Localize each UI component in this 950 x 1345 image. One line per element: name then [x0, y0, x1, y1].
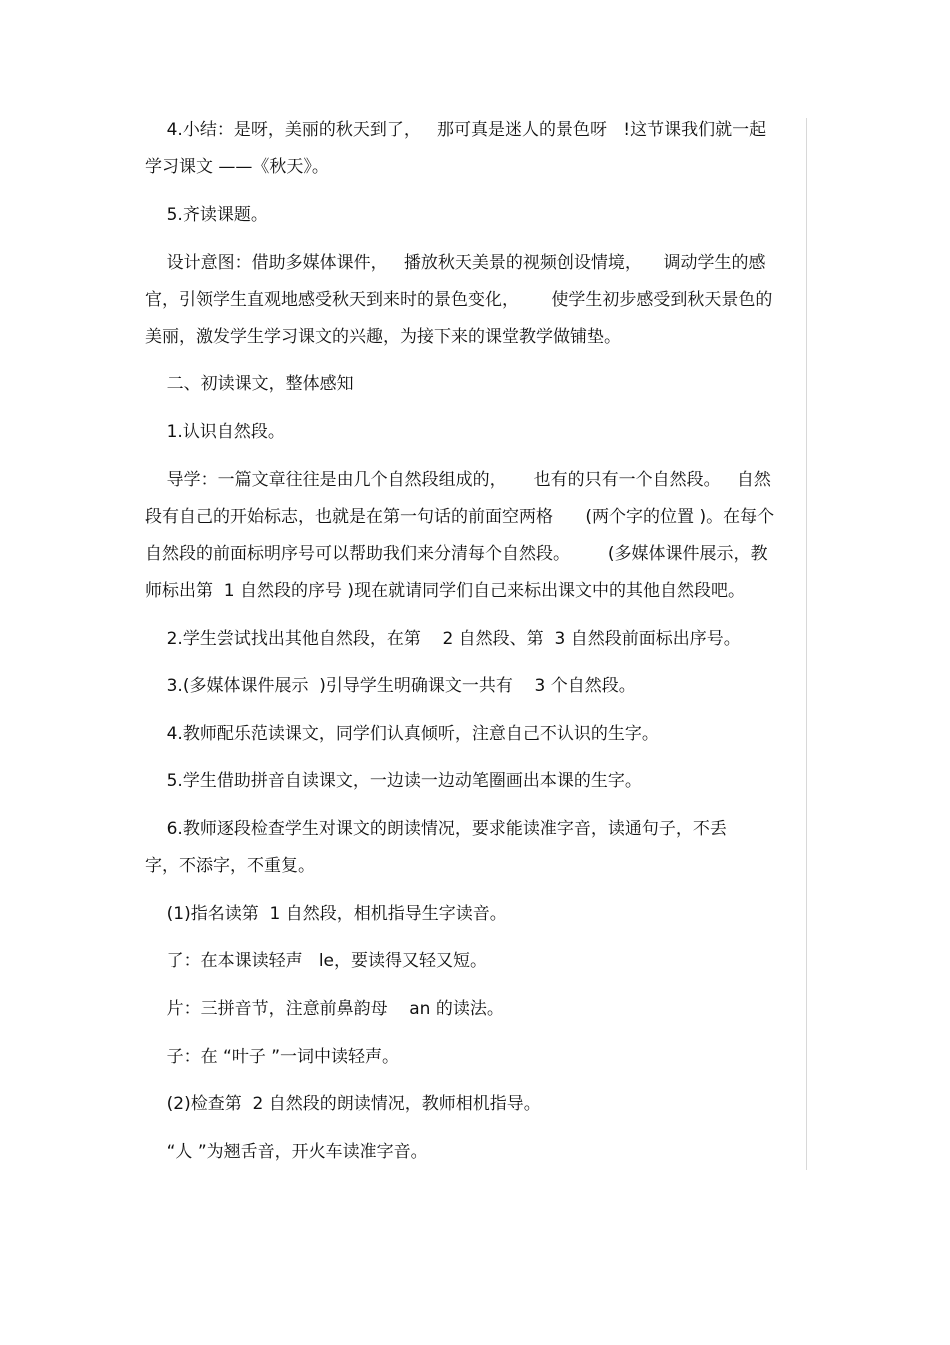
text-line: 美丽，激发学生学习课文的兴趣，为接下来的课堂教学做铺垫。 [145, 327, 621, 347]
text-line: 6.教师逐段检查学生对课文的朗读情况，要求能读准字音，读通句子，不丢 [145, 819, 727, 839]
text-line: 二、初读课文，整体感知 [145, 374, 354, 394]
text-line: 导学：一篇文章往往是由几个自然段组成的， 也有的只有一个自然段。 自然 [145, 470, 771, 490]
text-line: 自然段的前面标明序号可以帮助我们来分清每个自然段。 (多媒体课件展示，教 [145, 544, 768, 564]
text-line: 4.小结：是呀，美丽的秋天到了， 那可真是迷人的景色呀 !这节课我们就一起 [145, 120, 767, 140]
text-line: “人 ”为翘舌音，开火车读准字音。 [145, 1142, 428, 1162]
text-line: 设计意图：借助多媒体课件， 播放秋天美景的视频创设情境， 调动学生的感 [145, 253, 766, 273]
text-line: 1.认识自然段。 [145, 422, 285, 442]
text-line: 子：在 “叶子 ”一词中读轻声。 [145, 1047, 400, 1067]
text-line: 了：在本课读轻声 le，要读得又轻又短。 [145, 951, 488, 971]
text-line: 片：三拼音节，注意前鼻韵母 an 的读法。 [145, 999, 504, 1019]
text-line: 5.齐读课题。 [145, 205, 268, 225]
text-line: 师标出第 1 自然段的序号 )现在就请同学们自己来标出课文中的其他自然段吧。 [145, 581, 746, 601]
text-line: 3.(多媒体课件展示 )引导学生明确课文一共有 3 个自然段。 [145, 676, 636, 696]
text-line: 段有自己的开始标志，也就是在第一句话的前面空两格 (两个字的位置 )。在每个 [145, 507, 775, 527]
text-line: (1)指名读第 1 自然段，相机指导生字读音。 [145, 904, 507, 924]
text-line: 2.学生尝试找出其他自然段，在第 2 自然段、第 3 自然段前面标出序号。 [145, 629, 741, 649]
text-line: 5.学生借助拼音自读课文，一边读一边动笔圈画出本课的生字。 [145, 771, 642, 791]
text-line: (2)检查第 2 自然段的朗读情况，教师相机指导。 [145, 1094, 541, 1114]
text-line: 字，不添字，不重复。 [145, 856, 315, 876]
text-line: 官，引领学生直观地感受秋天到来时的景色变化， 使学生初步感受到秋天景色的 [145, 290, 773, 310]
text-line: 4.教师配乐范读课文，同学们认真倾听，注意自己不认识的生字。 [145, 724, 659, 744]
text-line: 学习课文 ——《秋天》。 [145, 157, 329, 177]
